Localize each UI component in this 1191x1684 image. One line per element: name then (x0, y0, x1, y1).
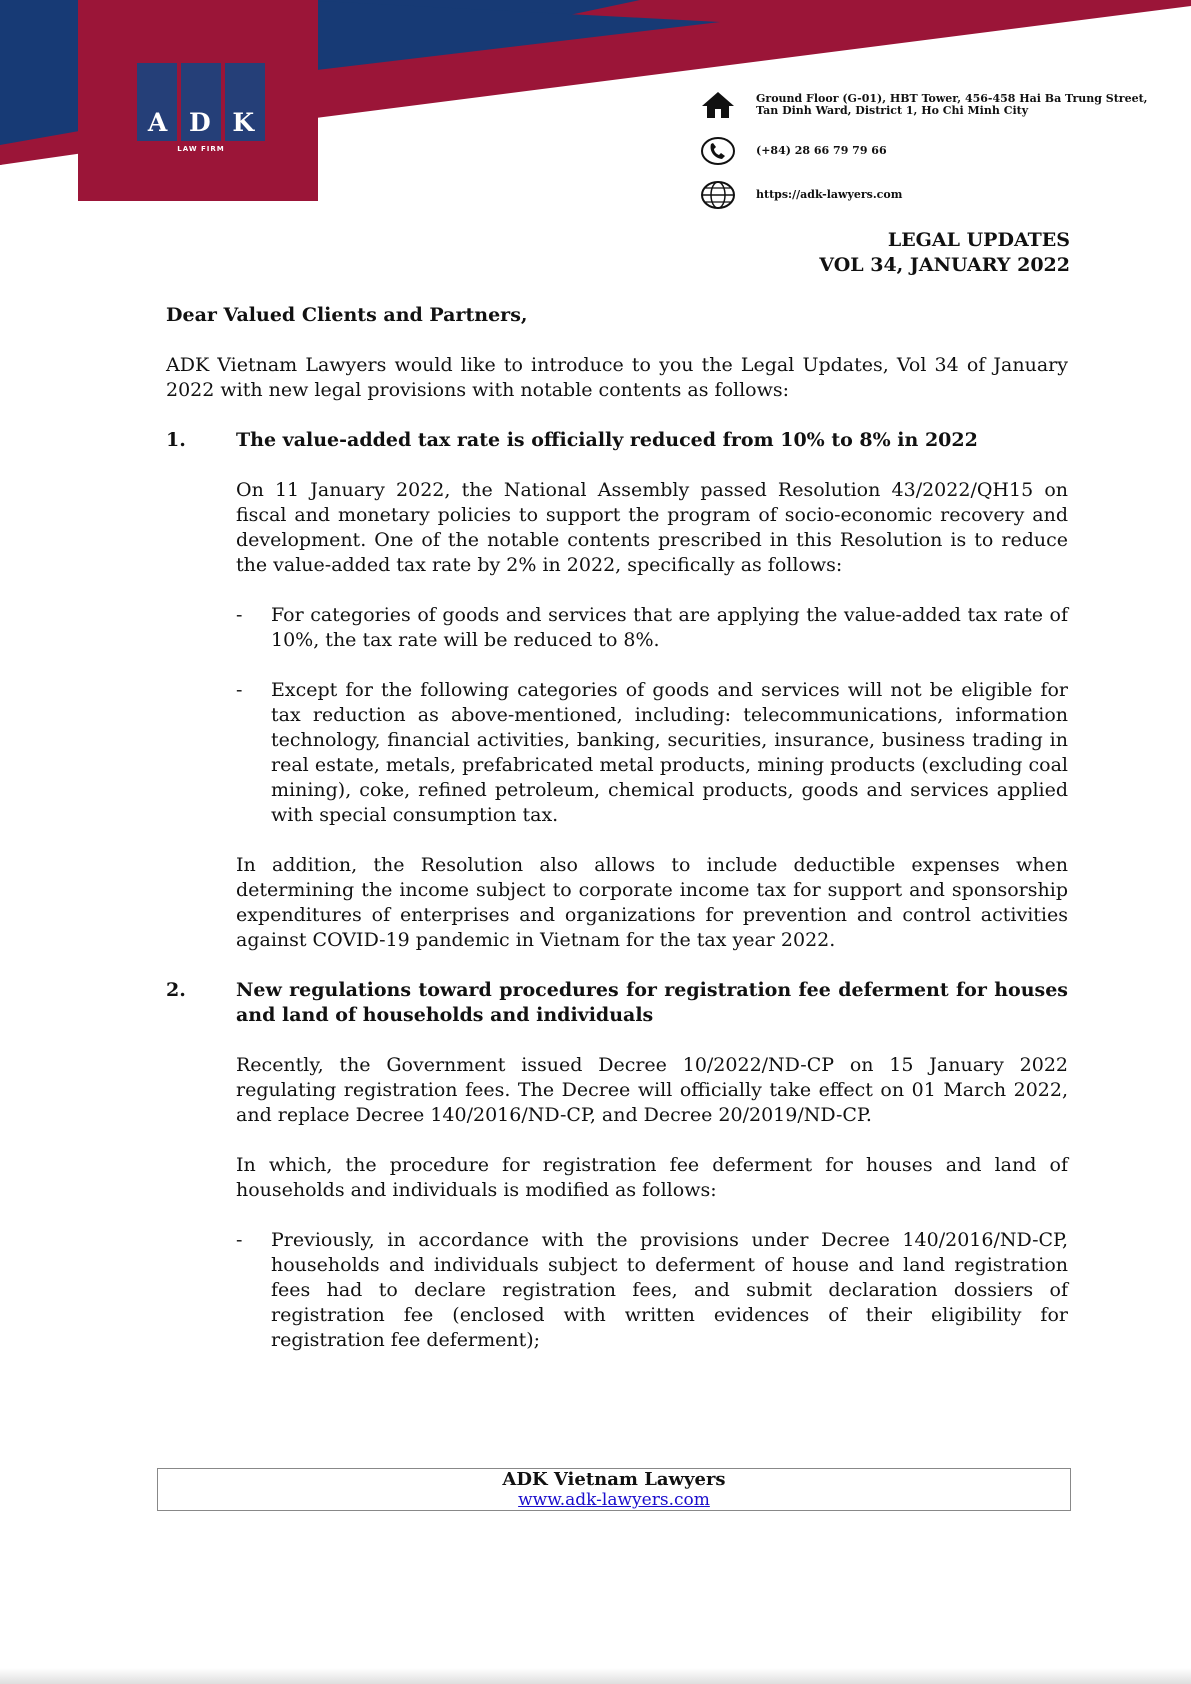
list-item (236, 1228, 1068, 1353)
address-line-2: Tan Dinh Ward, District 1, Ho Chi Minh City (756, 104, 1029, 117)
greeting: Dear Valued Clients and Partners, (166, 304, 528, 326)
issue-line-1: LEGAL UPDATES (887, 229, 1070, 251)
section-2-paragraph-2: In which, the procedure for registration fee deferment for houses and land of households and individuals is modified as follows: (236, 1154, 1068, 1201)
section-2-heading (166, 978, 1068, 1028)
phone-number: (+84) 28 66 79 79 66 (756, 144, 887, 157)
logo-subtitle: LAW FIRM (177, 145, 225, 153)
logo-letter-k: K (232, 108, 255, 137)
footer-firm-name: ADK Vietnam Lawyers (502, 1469, 726, 1490)
list-item-text: For categories of goods and services that are applying the value-added tax rate of 10%, the tax rate will be reduced to 8%. (271, 604, 1068, 651)
contact-website (700, 180, 1120, 210)
section-1-heading (166, 428, 1068, 453)
section-1-paragraph-1: On 11 January 2022, the National Assembly passed Resolution 43/2022/QH15 on fiscal and monetary policies to support the program of socio-economic recovery and development. One of the notable contents prescribed in this Resolution is to reduce the value-added tax rate by 2% in 2022, specifically as follows: (236, 479, 1068, 576)
intro-paragraph: ADK Vietnam Lawyers would like to introduce to you the Legal Updates, Vol 34 of January 2022 with new legal provisions with notable contents as follows: (166, 354, 1068, 401)
footer-website-link[interactable]: www.adk-lawyers.com (518, 1490, 710, 1510)
website-link[interactable]: https://adk-lawyers.com (756, 188, 903, 201)
section-number: 2. (166, 979, 186, 1001)
phone-icon (700, 136, 736, 166)
home-icon (700, 90, 736, 120)
bullet-dash: - (236, 679, 243, 701)
globe-icon (700, 180, 736, 210)
list-item (236, 603, 1068, 653)
bullet-dash: - (236, 1229, 243, 1251)
list-item (236, 678, 1068, 828)
issue-line-2: VOL 34, JANUARY 2022 (819, 254, 1070, 276)
address-line-1: Ground Floor (G-01), HBT Tower, 456-458 Hai Ba Trung Street, (756, 92, 1148, 105)
list-item-text: Except for the following categories of goods and services will not be eligible for tax reduction as above-mentioned, including: telecommunications, information technology, financial activities, banking, securities, insurance, business trading in real estate, metals, prefabricated metal products, mining products (excluding coal mining), coke, refined petroleum, chemical products, goods and services applied with special consumption tax. (271, 679, 1068, 826)
logo-letters (137, 108, 265, 137)
contact-address (700, 90, 1148, 120)
section-title: New regulations toward procedures for registration fee deferment for houses and land of households and individuals (236, 979, 1068, 1026)
issue-title (819, 228, 1070, 278)
contact-phone (700, 136, 1120, 166)
logo-letter-d: D (188, 108, 211, 137)
bullet-dash: - (236, 604, 243, 626)
letter-body (166, 303, 1068, 1378)
section-title: The value-added tax rate is officially reduced from 10% to 8% in 2022 (236, 429, 978, 451)
page-footer (157, 1468, 1071, 1511)
section-number: 1. (166, 429, 186, 451)
section-1-paragraph-2: In addition, the Resolution also allows to include deductible expenses when determining the income subject to corporate income tax for support and sponsorship expenditures of enterprises and organizations for prevention and control activities against COVID-19 pandemic in Vietnam for the tax year 2022. (236, 854, 1068, 951)
logo-letter-a: A (147, 108, 168, 137)
list-item-text: Previously, in accordance with the provisions under Decree 140/2016/ND-CP, households and individuals subject to deferment of house and land registration fees had to declare registration fees, and submit declaration dossiers of registration fee (enclosed with written evidences of their eligibility for registration fee deferment); (271, 1229, 1068, 1351)
section-2-paragraph-1: Recently, the Government issued Decree 10/2022/ND-CP on 15 January 2022 regulating registration fees. The Decree will officially take effect on 01 March 2022, and replace Decree 140/2016/ND-CP, and Decree 20/2019/ND-CP. (236, 1054, 1068, 1126)
page-bottom-edge (0, 1668, 1191, 1684)
